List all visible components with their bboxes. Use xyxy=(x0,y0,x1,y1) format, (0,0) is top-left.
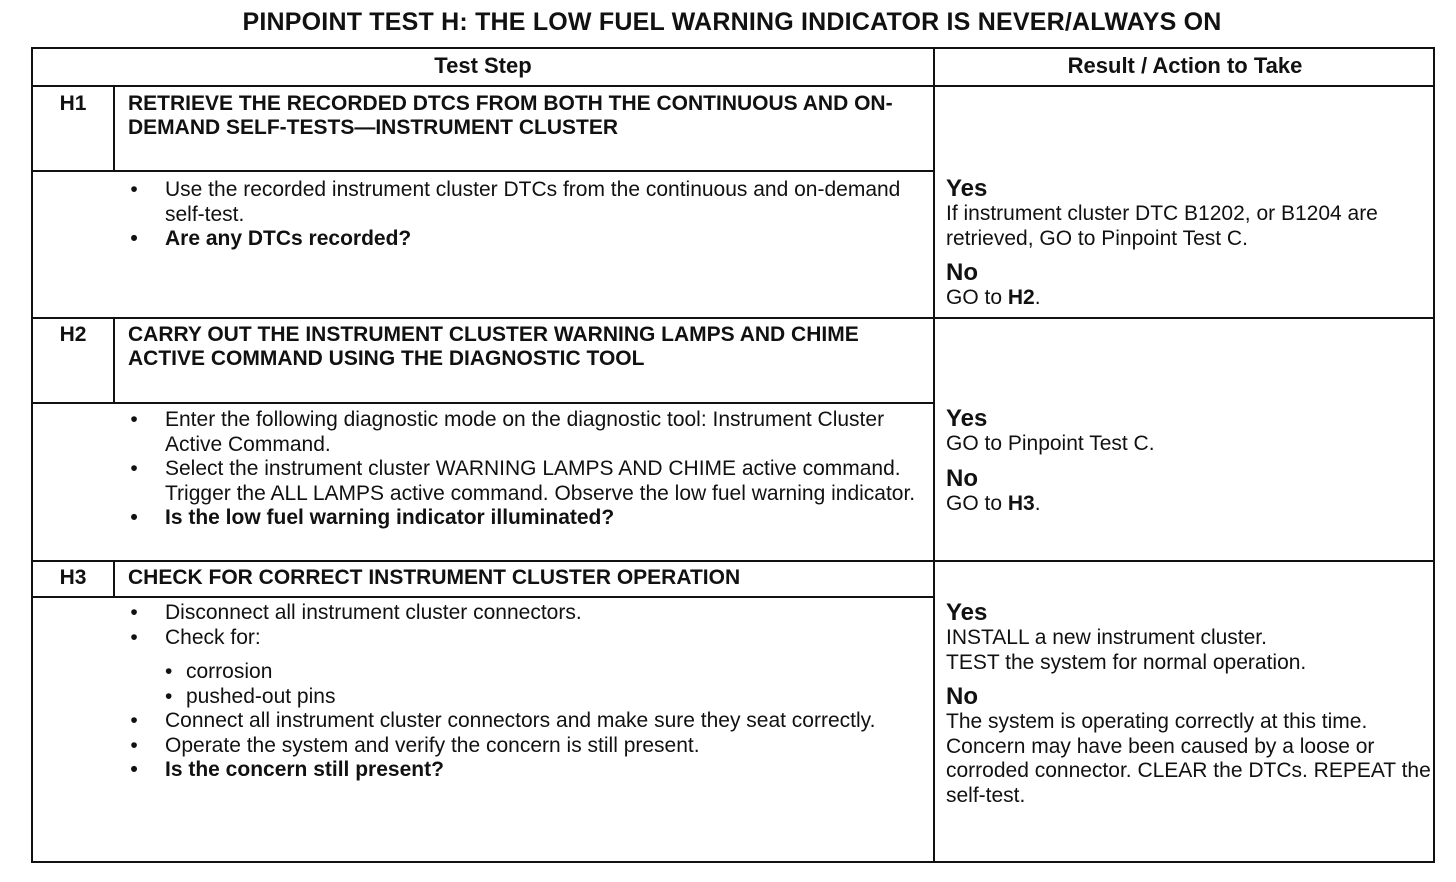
result-no-text: GO to H2. xyxy=(946,286,1041,309)
result-yes-label: Yes xyxy=(946,405,988,432)
result-no-label: No xyxy=(946,259,978,286)
step-instructions-h3 xyxy=(128,601,918,783)
result-yes-line: TEST the system for normal operation. xyxy=(946,650,1307,674)
step-title-h3: CHECK FOR CORRECT INSTRUMENT CLUSTER OPERATION xyxy=(128,566,741,589)
bullet-icon: • xyxy=(130,601,138,624)
result-yes-text: If instrument cluster DTC B1202, or B1204 are retrieved, GO to Pinpoint Test C. xyxy=(946,202,1378,250)
step-id-h2: H2 xyxy=(59,323,87,346)
bullet-icon: • xyxy=(165,684,173,708)
bullet-icon: • xyxy=(130,178,138,201)
h2-title-divider xyxy=(31,402,934,404)
list-item: • Use the recorded instrument cluster DTCs from the continuous and on-demand self-test. xyxy=(128,178,918,227)
h3-title-divider xyxy=(31,596,934,598)
h2-row-divider xyxy=(31,560,1435,562)
step-title-h1: RETRIEVE THE RECORDED DTCS FROM BOTH THE CONTINUOUS AND ON-DEMAND SELF-TESTS—INSTRUMENT CLUSTER xyxy=(128,92,893,139)
header-divider xyxy=(31,85,1435,87)
bullet-icon: • xyxy=(130,733,138,757)
header-test-step: Test Step xyxy=(434,53,532,78)
sub-list-item: • pushed-out pins xyxy=(165,684,336,708)
step-reference: H2 xyxy=(1007,286,1035,309)
list-item: • Disconnect all instrument cluster connectors. xyxy=(128,601,918,626)
page-title: PINPOINT TEST H: THE LOW FUEL WARNING INDICATOR IS NEVER/ALWAYS ON xyxy=(242,8,1222,36)
h2-id-divider xyxy=(113,317,115,403)
result-no-label: No xyxy=(946,683,978,710)
step-question: • Are any DTCs recorded? xyxy=(128,227,918,252)
header-result: Result / Action to Take xyxy=(1067,53,1303,78)
list-item: • Check for: xyxy=(128,626,918,651)
step-instructions-h2 xyxy=(128,408,918,531)
result-no-label: No xyxy=(946,464,978,492)
result-no-text: The system is operating correctly at this time. Concern may have been caused by a loose or corroded connector. CLEAR the DTCs. REPEAT the self-test. xyxy=(946,710,1431,807)
result-no-text: GO to H3. xyxy=(946,491,1041,515)
result-yes-line: INSTALL a new instrument cluster. xyxy=(946,626,1267,649)
bullet-icon: • xyxy=(165,660,173,683)
step-question: • Is the concern still present? xyxy=(128,758,918,783)
bullet-icon: • xyxy=(130,758,138,781)
step-title-h2: CARRY OUT THE INSTRUMENT CLUSTER WARNING LAMPS AND CHIME ACTIVE COMMAND USING THE DIAGNOSTIC TOOL xyxy=(128,323,859,370)
result-h2 xyxy=(946,406,1432,516)
list-item: • Operate the system and verify the concern is still present. xyxy=(128,734,918,759)
bullet-icon: • xyxy=(130,227,138,250)
result-yes-text: GO to Pinpoint Test C. xyxy=(946,432,1155,455)
step-question: • Is the low fuel warning indicator illuminated? xyxy=(128,506,918,531)
bullet-icon: • xyxy=(130,408,138,431)
h1-id-divider xyxy=(113,85,115,170)
result-h1 xyxy=(946,176,1432,311)
step-id-h3: H3 xyxy=(59,566,87,589)
step-reference: H3 xyxy=(1007,491,1035,515)
list-item: • Select the instrument cluster WARNING LAMPS AND CHIME active command. Trigger the ALL LAMPS active command. Observe the low fuel warning indicator. xyxy=(128,457,918,506)
sub-list-item: • corrosion xyxy=(165,660,273,683)
step-instructions-h1 xyxy=(128,178,918,252)
result-yes-label: Yes xyxy=(946,175,988,202)
h1-title-divider xyxy=(31,170,934,172)
list-item: • Enter the following diagnostic mode on the diagnostic tool: Instrument Cluster Active Command. xyxy=(128,408,918,457)
bullet-icon: • xyxy=(130,506,138,529)
step-id-h1: H1 xyxy=(59,92,87,115)
h1-row-divider xyxy=(31,317,1435,319)
result-yes-label: Yes xyxy=(946,599,988,626)
bullet-icon: • xyxy=(130,457,138,480)
list-item: • Connect all instrument cluster connectors and make sure they seat correctly. xyxy=(128,709,918,734)
bullet-icon: • xyxy=(130,709,138,732)
result-h3 xyxy=(946,600,1432,808)
h3-id-divider xyxy=(113,560,115,597)
bullet-icon: • xyxy=(130,625,138,649)
